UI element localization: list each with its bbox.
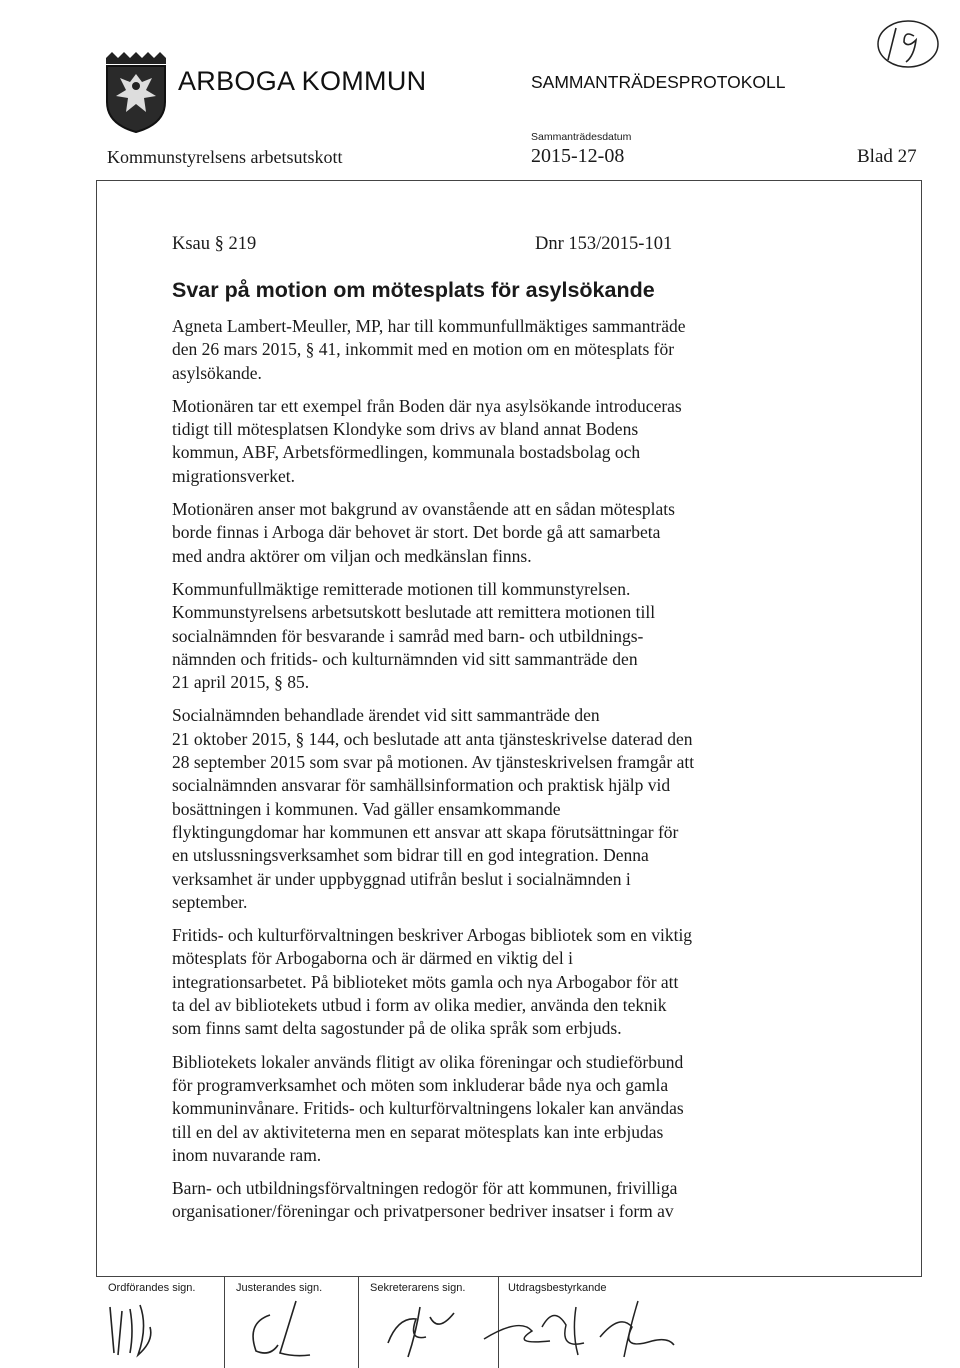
paragraph: Socialnämnden behandlade ärendet vid sitt sammanträde den 21 oktober 2015, § 144, och beslutade att anta tjänsteskrivelse daterad den 28 september 2015 som svar på motionen. Av tjänsteskrivelsen framgår att socialnämnden ansvarar för samhällsinformation och praktisk hjälp vid bosättningen i kommunen. Vad gäller ensamkommande flyktingungdomar har kommunen ett ansvar att skapa förutsättningar för en utslussningsverksamhet som bidrar till en god integration. Denna verksamhet är under uppbyggnad utifrån beslut i socialnämnden i september. bbox=[172, 705, 695, 912]
sheet-number: Blad 27 bbox=[857, 146, 917, 167]
paragraph: Barn- och utbildningsförvaltningen redogör för att kommunen, frivilliga organisationer/föreningar och privatpersoner bedriver insatser i form av bbox=[172, 1178, 678, 1222]
paragraph: Kommunfullmäktige remitterade motionen till kommunstyrelsen. Kommunstyrelsens arbetsutskott beslutade att remittera motionen till socialnämnden för besvarande i samråd med barn- och utbildnings- nämnden och fritids- och kulturnämnden vid sitt sammanträde den 21 april 2015, § 85. bbox=[172, 578, 656, 693]
secretary-sign-label: Sekreterarens sign. bbox=[370, 1282, 466, 1294]
paragraph: Agneta Lambert-Meuller, MP, har till kommunfullmäktiges sammanträde den 26 mars 2015, § 41, inkommit med en motion om en mötesplats för asylsökande. bbox=[172, 316, 686, 383]
adjuster-sign-label: Justerandes sign. bbox=[236, 1282, 323, 1294]
secretary-signature bbox=[368, 1297, 488, 1361]
meeting-date: 2015-12-08 bbox=[531, 145, 625, 167]
certified-label: Utdragsbestyrkande bbox=[508, 1282, 607, 1294]
document-type: SAMMANTRÄDESPROTOKOLL bbox=[531, 72, 786, 92]
meeting-date-label: Sammanträdesdatum bbox=[531, 131, 632, 143]
certified-signature bbox=[480, 1297, 690, 1363]
signature-footer bbox=[96, 1276, 922, 1368]
footer-divider bbox=[358, 1277, 359, 1368]
org-name: ARBOGA KOMMUN bbox=[178, 66, 427, 96]
committee-name: Kommunstyrelsens arbetsutskott bbox=[107, 147, 343, 167]
paragraph: Motionären anser mot bakgrund av ovanstående att en sådan mötesplats borde finnas i Arboga där behovet är stort. Det borde gå att samarbeta med andra aktörer om viljan och medkänslan finns. bbox=[172, 499, 675, 566]
chair-sign-label: Ordförandes sign. bbox=[108, 1282, 196, 1294]
paragraph: Fritids- och kulturförvaltningen beskriver Arbogas bibliotek som en viktig mötesplats för Arbogaborna och är därmed en viktig del i integrationsarbetet. På biblioteket möts gamla och nya Arbogabor för att ta del av bibliotekets utbud i form av olika medier, använda den teknik som finns samt delta sagostunder på de olika språk som erbjuds. bbox=[172, 925, 693, 1039]
paragraph-id: Ksau § 219 bbox=[172, 234, 257, 254]
chair-signature bbox=[104, 1297, 204, 1361]
paragraph: Bibliotekets lokaler används flitigt av olika föreningar och studieförbund för programverksamhet och möten som inkluderar både nya och gamla kommuninvånare. Fritids- och kulturförvaltningens lokaler kan användas till en del av aktiviteterna men en separat mötesplats kan inte erbjudas inom nuvarande ram. bbox=[172, 1051, 684, 1165]
body-text bbox=[172, 315, 812, 1234]
adjuster-signature bbox=[236, 1297, 346, 1361]
section-title: Svar på motion om mötesplats för asylsökande bbox=[172, 278, 655, 302]
footer-divider bbox=[224, 1277, 225, 1368]
handwritten-page-mark bbox=[868, 16, 942, 72]
case-number: Dnr 153/2015-101 bbox=[535, 234, 673, 254]
coat-of-arms-icon bbox=[104, 50, 168, 134]
paragraph: Motionären tar ett exempel från Boden där nya asylsökande introduceras tidigt till mötesplatsen Klondyke som drivs av bland annat Bodens kommun, ABF, Arbetsförmedlingen, kommunala bostadsbolag och migrationsverket. bbox=[172, 395, 682, 486]
